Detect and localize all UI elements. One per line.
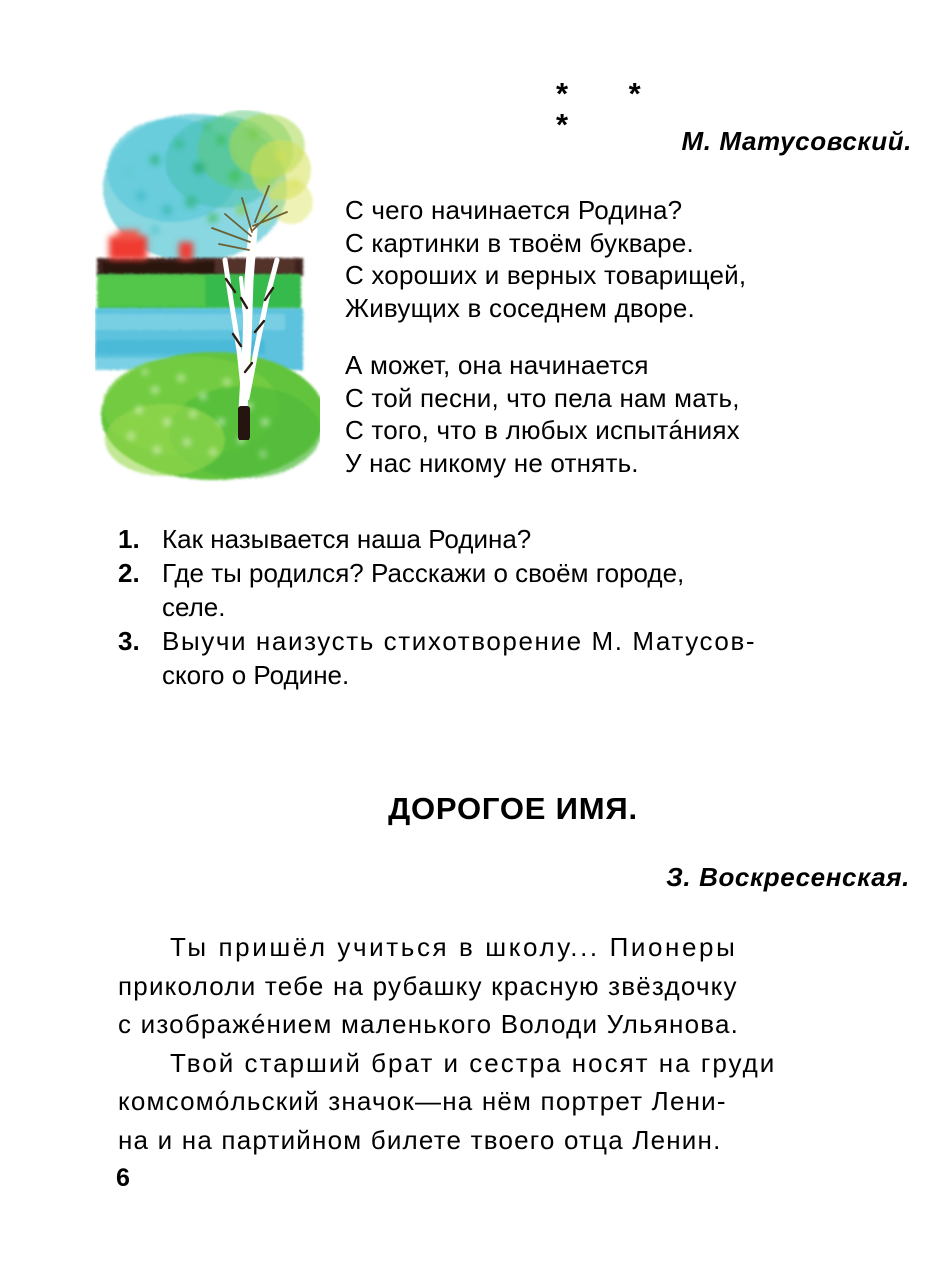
prose-line: Ты пришёл учиться в школу... Пионеры: [170, 932, 738, 962]
question-item: [118, 556, 918, 624]
prose-line: прикололи тебе на рубашку красную звёздочку: [118, 970, 738, 1001]
prose-line: с изображéнием маленького Володи Ульянова.: [118, 1009, 740, 1039]
question-text: [162, 624, 918, 692]
poem-stanza: [345, 349, 925, 479]
prose-paragraph: [118, 1044, 912, 1160]
poem-body: [345, 194, 925, 479]
question-line: ского о Родине.: [162, 660, 350, 690]
section-heading: ДОРОГОЕ ИМЯ.: [388, 791, 638, 826]
question-line: Как называется наша Родина?: [162, 524, 532, 554]
birch-tree-illustration: [95, 110, 320, 488]
poem-line: С той песни, что пела нам мать,: [345, 382, 740, 413]
poem-stanza: [345, 194, 925, 324]
prose-paragraph: [118, 928, 912, 1044]
prose-line: на и на партийном билете твоего отца Ленин.: [118, 1124, 722, 1155]
stars-separator: * * *: [556, 76, 667, 142]
prose-line: комсомóльский значок—на нём портрет Лени-: [118, 1086, 727, 1116]
poem-author: М. Матусовский.: [681, 126, 912, 156]
questions-list: [118, 522, 918, 692]
poem-line: С чего начинается Родина?: [345, 195, 683, 225]
prose-line: Твой старший брат и сестра носят на груди: [170, 1047, 777, 1078]
question-line: Выучи наизусть стихотворение М. Матусов-: [162, 626, 757, 656]
question-number: 1.: [118, 524, 140, 554]
page-number: 6: [116, 1164, 130, 1192]
question-line: Где ты родился? Расскажи о своём городе,: [162, 558, 685, 588]
question-text: [162, 522, 918, 556]
question-line: селе.: [162, 592, 226, 622]
poem-line: С того, что в любых испытáниях: [345, 415, 740, 445]
poem-line: У нас никому не отнять.: [345, 447, 639, 478]
prose-author: З. Воскресенская.: [666, 862, 910, 892]
question-item: [118, 624, 918, 692]
poem-line: С хороших и верных товарищей,: [345, 260, 747, 290]
poem-line: А может, она начинается: [345, 350, 649, 380]
poem-line: С картинки в твоём букваре.: [345, 227, 694, 258]
question-item: [118, 522, 918, 556]
question-number: 2.: [118, 558, 140, 588]
question-text: [162, 556, 918, 624]
prose-body: [118, 928, 912, 1159]
question-number: 3.: [118, 626, 140, 656]
poem-line: Живущих в соседнем дворе.: [345, 292, 695, 323]
